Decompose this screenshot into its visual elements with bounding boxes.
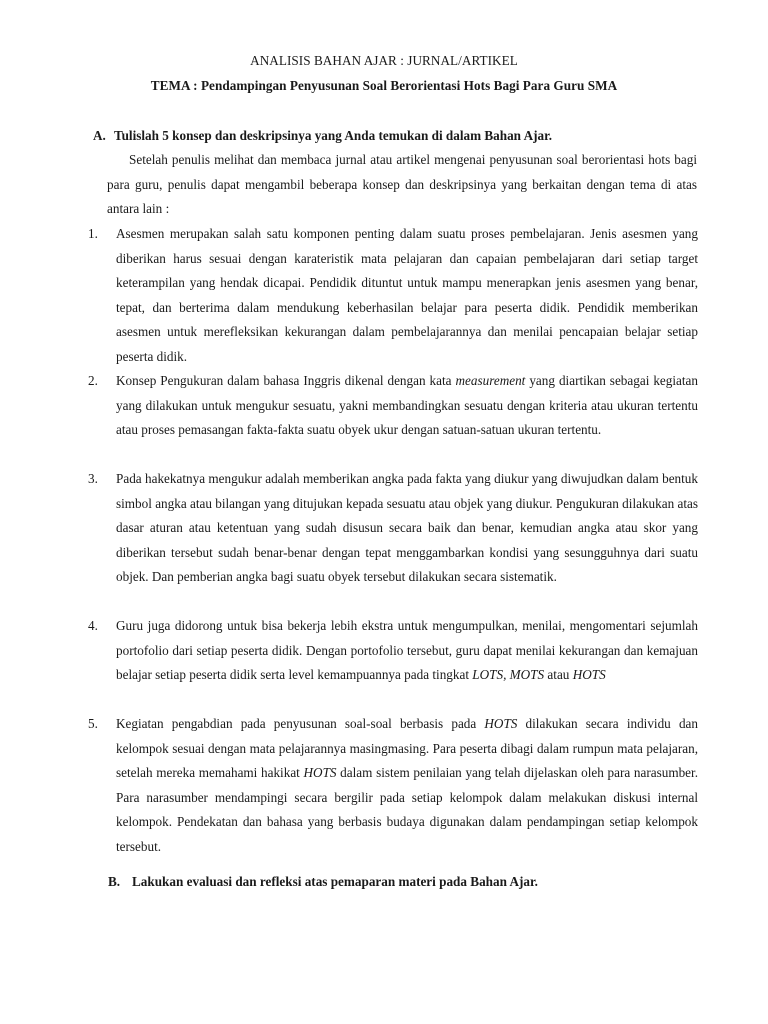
list-item <box>88 369 706 443</box>
italic-term: HOTS <box>484 716 518 731</box>
italic-term: HOTS <box>303 765 337 780</box>
section-a-heading-text: Tulislah 5 konsep dan deskripsinya yang Anda temukan di dalam Bahan Ajar. <box>114 128 553 143</box>
italic-term: HOTS <box>572 667 606 682</box>
list-item-text: Asesmen merupakan salah satu komponen penting dalam suatu proses pembelajaran. Jenis asesmen yang diberikan harus sesuai dengan karateristik mata pelajaran dan capaian pembelajaran dari setiap target keterampilan yang hendak dicapai. Pendidik dituntut untuk mampu menerapkan jenis asesmen yang benar, tepat, dan berterima dalam mendukung keberhasilan belajar para peserta didik. Pendidik memberikan asesmen untuk merefleksikan kekurangan dalam pembelajarannya dan menilai pencapaian belajar setiap peserta didik. <box>116 226 698 364</box>
section-b-heading <box>108 874 538 890</box>
document-title: ANALISIS BAHAN AJAR : JURNAL/ARTIKEL <box>250 53 518 68</box>
list-item-text: Kegiatan pengabdian pada penyusunan soal-soal berbasis pada HOTS dilakukan secara individu dan kelompok sesuai dengan mata pelajarannya masingmasing. Para peserta dibagi dalam rumpun mata pelajaran, setelah mereka memahami hakikat HOTS dalam sistem penilaian yang telah dijelaskan oleh para narasumber. Para narasumber mendampingi secara bergilir pada setiap kelompok dalam melakukan diskusi internal kelompok. Pendekatan dan bahasa yang berbasis budaya digunakan dalam pendampingan setiap kelompok tersebut. <box>116 716 698 854</box>
list-item-number: 1. <box>88 226 98 241</box>
italic-term: measurement <box>455 373 526 388</box>
section-a-heading <box>93 128 552 144</box>
list-item-text: Guru juga didorong untuk bisa bekerja lebih ekstra untuk mengumpulkan, menilai, mengomentari sejumlah portofolio dari setiap peserta didik. Dengan portofolio tersebut, guru dapat menilai kekurangan dan kemajuan belajar setiap peserta didik serta level kemampuannya pada tingkat LOTS, MOTS atau HOTS <box>116 618 698 682</box>
list-item-text: Pada hakekatnya mengukur adalah memberikan angka pada fakta yang diukur yang diwujudkan dalam bentuk simbol angka atau bilangan yang ditujukan kepada sesuatu atau objek yang diukur. Pengukuran dilakukan atas dasar aturan atau ketentuan yang sudah disusun secara baik dan benar, kemudian angka atau skor yang diberikan tersebut sudah benar-benar dengan tepat menggambarkan kondisi yang sesungguhnya dari suatu objek. Dan pemberian angka bagi suatu obyek tersebut dilakukan secara sistematik. <box>116 471 698 584</box>
list-item <box>88 712 706 859</box>
section-a-letter: A. <box>93 128 106 143</box>
section-b-heading-text: Lakukan evaluasi dan refleksi atas pemaparan materi pada Bahan Ajar. <box>132 874 538 889</box>
list-item <box>88 467 706 590</box>
list-item <box>88 614 706 688</box>
list-item-number: 4. <box>88 618 98 633</box>
list-item-number: 2. <box>88 373 98 388</box>
section-a-intro: Setelah penulis melihat dan membaca jurnal atau artikel mengenai penyusunan soal berorientasi hots bagi para guru, penulis dapat mengambil beberapa konsep dan deskripsinya yang berkaitan dengan tema di atas antara lain : <box>107 152 697 216</box>
list-item-text: Konsep Pengukuran dalam bahasa Inggris dikenal dengan kata measurement yang diartikan sebagai kegiatan yang dilakukan untuk mengukur sesuatu, yakni membandingkan sesuatu dengan kriteria atau ukuran tertentu atau proses pemasangan fakta-fakta suatu obyek ukur dengan satuan-satuan ukuran tertentu. <box>116 373 699 437</box>
section-b-letter: B. <box>108 874 121 889</box>
list-item-number: 5. <box>88 716 98 731</box>
list-item-number: 3. <box>88 471 98 486</box>
list-item <box>88 222 706 369</box>
document-subtitle: TEMA : Pendampingan Penyusunan Soal Berorientasi Hots Bagi Para Guru SMA <box>150 78 618 93</box>
italic-term: LOTS, MOTS <box>472 667 545 682</box>
